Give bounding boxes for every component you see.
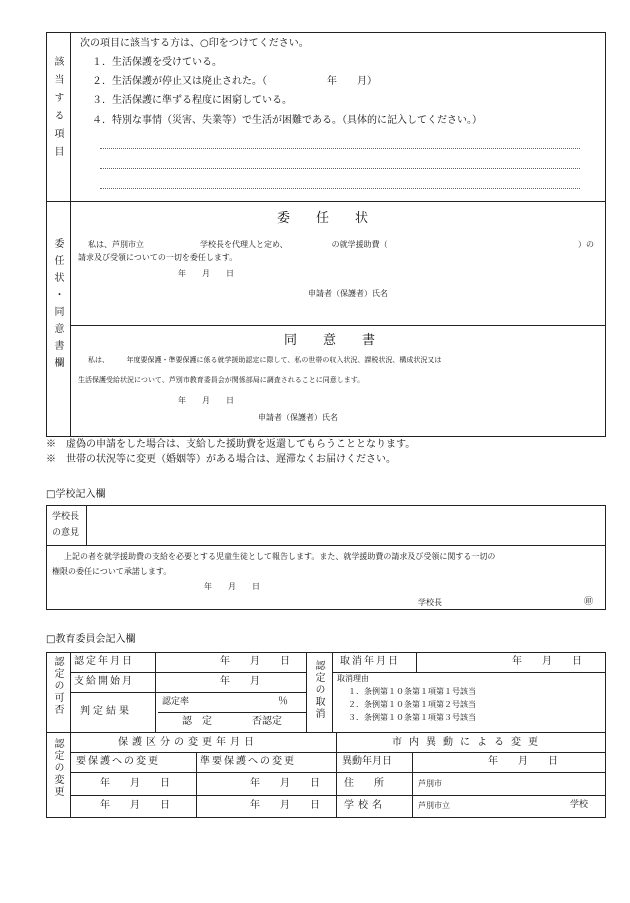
proxy-text-line-2: 請求及び受領についての一切を委任します。 <box>78 253 238 262</box>
approval-side-label: 認定の可否 <box>52 656 63 716</box>
approval-date-value[interactable]: 年 月 日 <box>220 656 290 667</box>
to-protect-label: 要保護への変更 <box>76 756 160 767</box>
school-name-value[interactable]: 芦別市立 <box>418 801 450 810</box>
move-date-label: 異動年月日 <box>342 756 392 767</box>
cancel-left-divider <box>306 652 307 732</box>
consent-text-line-1: 私は、 年度要保護・準要保護に係る就学援助認定に際して、私の世帯の収入状況、課税状況、構成状況又は <box>88 356 442 364</box>
to-semi-protect-label: 準要保護への変更 <box>200 756 296 767</box>
opinion-label-1: 学校長 <box>52 512 80 522</box>
change-col-divider-1 <box>196 752 197 818</box>
opinion-label-divider <box>86 505 87 545</box>
change-col-divider-3 <box>412 752 413 818</box>
board-section-header: □教育委員会記入欄 <box>46 634 136 645</box>
change-row-divider-2 <box>70 772 606 773</box>
applicable-item-1[interactable]: １．生活保護を受けている。 <box>92 57 222 68</box>
cancel-side-label: 認定の取消 <box>313 660 324 720</box>
rate-divider <box>158 712 306 713</box>
school-name-label: 学校名 <box>344 800 386 811</box>
to-protect-date-2[interactable]: 年 月 日 <box>100 800 170 811</box>
proxy-title: 委 任 状 <box>277 211 369 226</box>
proxy-consent-side-label: 委任状・同意書欄 <box>52 238 63 374</box>
approval-row-divider-1 <box>70 672 306 673</box>
opinion-label-2: の意見 <box>52 528 80 538</box>
seal-mark: ㊞ <box>584 597 594 607</box>
cancel-side-divider <box>332 652 333 732</box>
percent-sign[interactable]: ％ <box>278 696 288 707</box>
start-month-value[interactable]: 年 月 <box>220 676 260 687</box>
board-mid-divider <box>46 732 606 733</box>
school-date[interactable]: 年 月 日 <box>204 582 260 591</box>
change-side-label: 認定の変更 <box>52 738 63 798</box>
change-row-divider-1 <box>70 752 606 753</box>
proxy-consent-divider <box>70 325 606 326</box>
proxy-signature-label[interactable]: 申請者（保護者）氏名 <box>308 289 388 298</box>
proxy-date[interactable]: 年 月 日 <box>178 269 234 278</box>
details-line-2[interactable] <box>100 168 580 169</box>
to-semi-protect-date-2[interactable]: 年 月 日 <box>250 800 320 811</box>
change-col-divider-2 <box>336 732 337 818</box>
protect-change-header: 保護区分の変更年月日 <box>118 737 258 748</box>
consent-signature-label[interactable]: 申請者（保護者）氏名 <box>258 413 338 422</box>
school-section-header: □学校記入欄 <box>46 489 106 500</box>
proxy-text-line-1-end: ）の <box>578 240 594 249</box>
details-line-1[interactable] <box>100 148 580 149</box>
consent-title: 同 意 書 <box>284 333 376 348</box>
approval-date-label: 認定年月日 <box>74 656 134 667</box>
cancel-reason-1[interactable]: １．条例第１０条第１項第１号該当 <box>348 687 476 696</box>
approved-option[interactable]: 認 定 <box>182 716 212 727</box>
start-month-label: 支給開始月 <box>74 676 134 687</box>
section-divider <box>46 201 606 202</box>
change-row-divider-3 <box>70 795 606 796</box>
to-semi-protect-date-1[interactable]: 年 月 日 <box>250 778 320 789</box>
note-1: ※ 虚偽の申請をした場合は、支給した援助費を返還してもらうこととなります。 <box>46 439 416 450</box>
school-report-line-2: 権限の委任について承諾します。 <box>52 567 172 576</box>
applicable-item-4[interactable]: ４．特別な事情（災害、失業等）で生活が困難である。（具体的に記入してください。） <box>92 115 482 126</box>
cancel-date-label: 取消年月日 <box>340 656 400 667</box>
rejected-option[interactable]: 否認定 <box>252 716 282 727</box>
cancel-date-value[interactable]: 年 月 日 <box>512 656 582 667</box>
approval-label-divider <box>155 652 156 732</box>
cancel-label-divider <box>416 652 417 672</box>
side-divider <box>70 32 71 437</box>
address-label: 住 所 <box>344 778 384 789</box>
to-protect-date-1[interactable]: 年 月 日 <box>100 778 170 789</box>
rate-label: 認定率 <box>162 697 190 707</box>
consent-text-line-2: 生活保護受給状況について、芦別市教育委員会が関係部局に調査されることに同意します。 <box>78 376 365 384</box>
approval-side-divider <box>70 652 71 818</box>
school-name-suffix: 学校 <box>570 800 589 810</box>
consent-date[interactable]: 年 月 日 <box>178 396 234 405</box>
cancel-row-divider <box>332 672 606 673</box>
proxy-text-line-1: 私は、芦別市立 学校長を代理人と定め、 の就学援助費（ <box>88 240 388 249</box>
move-change-header: 市内異動による変更 <box>392 737 545 748</box>
move-date-value[interactable]: 年 月 日 <box>488 756 558 767</box>
opinion-divider <box>46 545 606 546</box>
applicable-item-2[interactable]: ２．生活保護が停止又は廃止された。（ 年 月） <box>92 76 377 87</box>
cancel-reason-3[interactable]: ３．条例第１０条第１項第３号該当 <box>348 713 476 722</box>
cancel-reason-label: 取消理由 <box>337 674 369 683</box>
applicable-item-3[interactable]: ３．生活保護に準ずる程度に困窮している。 <box>92 95 292 106</box>
applicable-items-intro: 次の項目に該当する方は、○印をつけてください。 <box>80 38 309 49</box>
approval-row-divider-2 <box>70 692 306 693</box>
principal-opinion-field[interactable] <box>88 507 604 543</box>
principal-label: 学校長 <box>418 598 442 607</box>
note-2: ※ 世帯の状況等に変更（婚姻等）がある場合は、遅滞なくお届けください。 <box>46 454 396 465</box>
details-line-3[interactable] <box>100 188 580 189</box>
result-label: 判定結果 <box>80 706 132 717</box>
applicable-items-side-label: 該当する項目 <box>52 56 63 164</box>
cancel-reason-2[interactable]: ２．条例第１０条第１項第２号該当 <box>348 700 476 709</box>
address-value[interactable]: 芦別市 <box>418 779 442 788</box>
school-report-line-1: 上記の者を就学援助費の支給を必要とする児童生徒として報告します。また、就学援助費の請求及び受領に関する一切の <box>64 552 496 561</box>
